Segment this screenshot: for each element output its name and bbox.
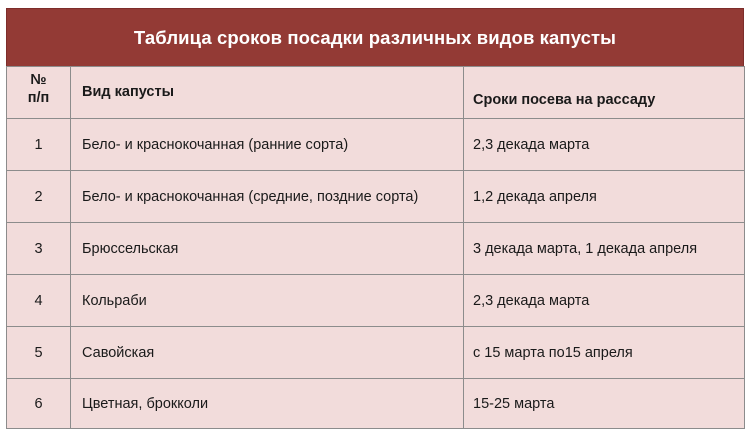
header-num [7, 67, 71, 119]
row-kind: Цветная, брокколи [71, 379, 464, 429]
table-row [7, 171, 745, 223]
row-dates: 15-25 марта [464, 379, 745, 429]
row-dates: 3 декада марта, 1 декада апреля [464, 223, 745, 275]
row-num: 5 [7, 327, 71, 379]
row-kind: Кольраби [71, 275, 464, 327]
row-kind: Брюссельская [71, 223, 464, 275]
row-dates: 2,3 декада марта [464, 275, 745, 327]
header-row [7, 67, 745, 119]
row-num: 6 [7, 379, 71, 429]
row-num: 1 [7, 119, 71, 171]
row-num: 3 [7, 223, 71, 275]
table-row [7, 223, 745, 275]
cabbage-planting-table [6, 8, 744, 428]
row-dates: 2,3 декада марта [464, 119, 745, 171]
row-kind: Бело- и краснокочанная (ранние сорта) [71, 119, 464, 171]
table-row [7, 379, 745, 429]
header-kind: Вид капусты [71, 67, 464, 119]
row-dates: с 15 марта по15 апреля [464, 327, 745, 379]
header-num-label: № п/п [27, 72, 50, 106]
table-row [7, 275, 745, 327]
table-row [7, 119, 745, 171]
row-dates: 1,2 декада апреля [464, 171, 745, 223]
header-dates: Сроки посева на рассаду [464, 67, 745, 119]
row-kind: Савойская [71, 327, 464, 379]
row-num: 4 [7, 275, 71, 327]
data-table [6, 66, 745, 429]
table-row [7, 327, 745, 379]
row-num: 2 [7, 171, 71, 223]
table-title: Таблица сроков посадки различных видов капусты [6, 8, 744, 66]
row-kind: Бело- и краснокочанная (средние, поздние сорта) [71, 171, 464, 223]
